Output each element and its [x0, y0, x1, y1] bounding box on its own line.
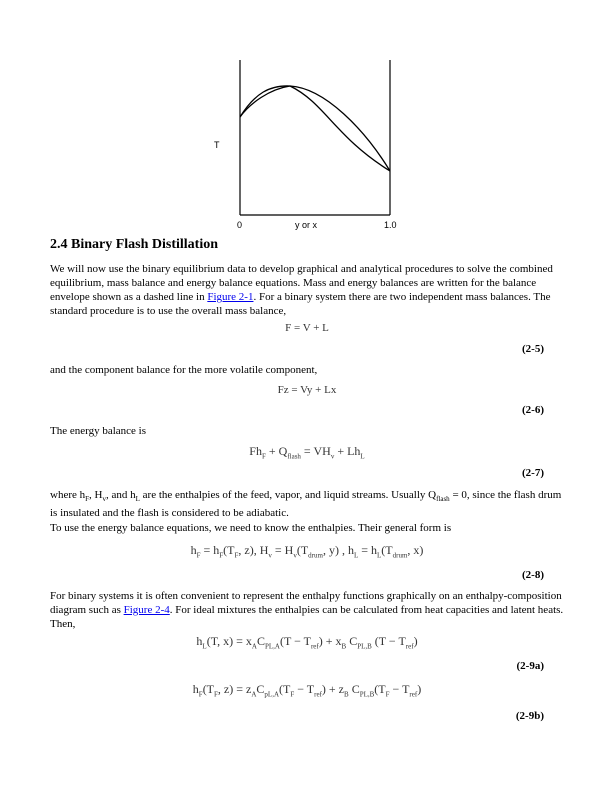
equation-2-6: Fz = Vy + Lx [277, 384, 337, 396]
x-min-label: 0 [237, 220, 243, 230]
equation-2-5: F = V + L [285, 322, 329, 334]
component-balance-text: and the component balance for the more volatile component, [50, 364, 318, 376]
equation-number-2-7: (2-7) [522, 467, 544, 479]
enthalpy-general-form-text: To use the energy balance equations, we need to know the enthalpies. Their general form is [50, 522, 452, 534]
x-axis-label: y or x [295, 220, 318, 230]
equation-2-9b: $h_F(T_F$, $z) = z_AC_{pL,A}(T_F - T_{ref}) + z_B$ $C_{PL,B}(T_F - T_{ref})$ [192, 682, 422, 699]
equation-2-7: $Fh_F + Q_{flash} = VH_v + Lh_L$ [249, 444, 365, 461]
phase-diagram-figure [214, 55, 415, 235]
equation-number-2-6: (2-6) [522, 404, 544, 416]
dew-curve [240, 86, 390, 171]
equation-number-2-9a: (2-9a) [516, 660, 544, 672]
section-title: 2.4 Binary Flash Distillation [50, 237, 219, 252]
y-axis-label: T [214, 140, 220, 150]
bubble-curve [240, 86, 390, 171]
figure-2-1-link[interactable]: Figure 2-1 [207, 291, 254, 303]
equation-number-2-8: (2-8) [522, 569, 544, 581]
equation-number-2-5: (2-5) [522, 343, 544, 355]
enthalpy-definition-text: where $h_F$, $H_v$, and $h_L$ are the enthalpies of the feed, vapor, and liquid streams. Usually $Q_{flash} = 0$, since the flash drum is insulated and the flash is considered to be adiabatic. [50, 489, 562, 520]
x-max-label: 1.0 [384, 220, 397, 230]
equation-number-2-9b: (2-9b) [515, 710, 544, 722]
energy-balance-text: The energy balance is [50, 425, 147, 437]
enthalpy-diagram-text: For binary systems it is often convenient to represent the enthalpy functions graphically on an enthalpy-composition diagram such as Figure 2-4. For ideal mixtures the enthalpies can be calculated from heat capacities and latent heats. Then, [50, 590, 564, 630]
equation-2-9a: $h_L(T$, $x) = x_AC_{PL,A}(T - T_{ref}) + x_B$ $C_{PL,B}$ $(T - T_{ref})$ [196, 634, 418, 651]
equation-2-8: $h_F = h_F(T_F$, z), $H_v = H_v(T_{drum}$, y) , $h_L = h_L(T_{drum}$, x) [190, 543, 424, 560]
figure-2-4-link[interactable]: Figure 2-4 [123, 604, 170, 616]
intro-paragraph: We will now use the binary equilibrium data to develop graphical and analytical procedures to solve the combined equilibrium, mass balance and energy balance equations. Mass and energy balances are written for the balance envelope shown as a dashed line in Figure 2-1. For a binary system there are two independent mass balances. The standard procedure is to use the overall mass balance, [50, 263, 553, 317]
